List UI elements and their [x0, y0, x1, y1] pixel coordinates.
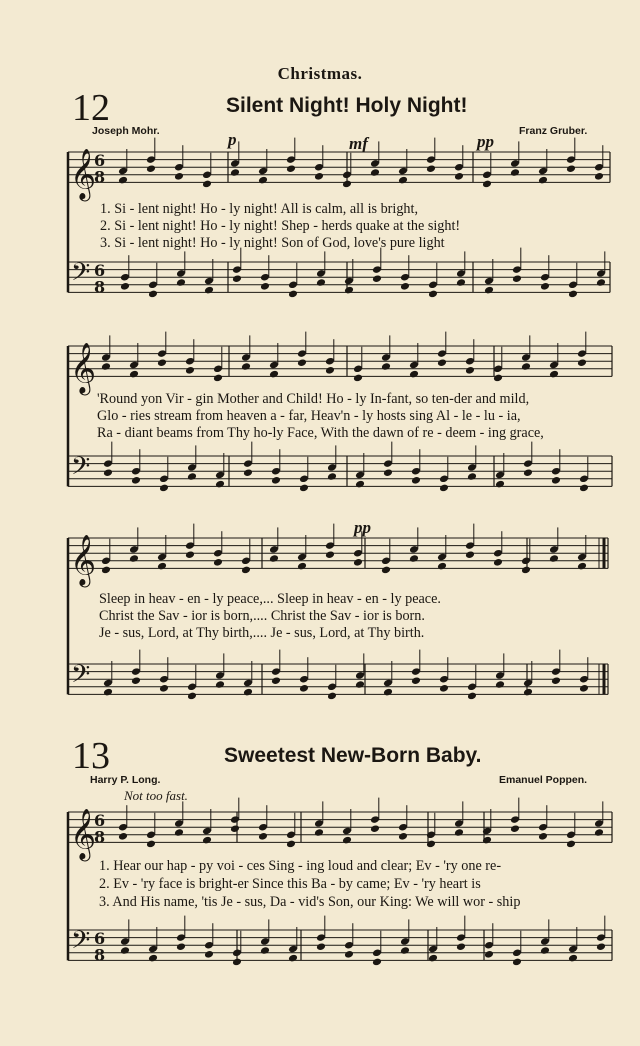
note-head	[299, 684, 309, 693]
note-head	[260, 946, 270, 955]
note-head	[213, 374, 223, 383]
note-head	[467, 472, 477, 481]
bass-clef: 𝄢	[71, 452, 91, 488]
note-head	[103, 468, 113, 477]
lyricist: Joseph Mohr.	[92, 125, 160, 137]
note-head	[327, 692, 337, 701]
note-head	[551, 476, 561, 485]
note-head	[383, 468, 393, 477]
note-head	[342, 180, 352, 189]
dynamic-marking: pp	[354, 518, 371, 537]
note-head	[493, 558, 503, 567]
note-head	[551, 676, 561, 685]
bass-clef: 𝄢	[71, 926, 91, 962]
note-head	[381, 362, 391, 371]
note-head	[568, 290, 578, 299]
note-head	[372, 274, 382, 283]
note-head	[495, 480, 505, 489]
note-head	[269, 370, 279, 379]
note-head	[439, 684, 449, 693]
note-head	[176, 278, 186, 287]
note-head	[577, 562, 587, 571]
note-head	[131, 676, 141, 685]
note-head	[271, 476, 281, 485]
note-head	[596, 942, 606, 951]
treble-clef: 𝄞	[70, 148, 97, 200]
note-head	[157, 562, 167, 571]
note-head	[521, 566, 531, 575]
time-signature: 6	[94, 929, 106, 949]
note-head	[243, 468, 253, 477]
note-head	[409, 370, 419, 379]
note-head	[202, 836, 212, 845]
note-head	[202, 180, 212, 189]
note-head	[327, 472, 337, 481]
note-head	[120, 282, 130, 291]
note-head	[120, 946, 130, 955]
note-head	[344, 950, 354, 959]
lyric-line: 'Round yon Vir - gin Mother and Child! Ho - ly In-fant, so ten-der and mild,	[97, 391, 530, 407]
note-head	[148, 290, 158, 299]
note-head	[325, 550, 335, 559]
note-head	[174, 828, 184, 837]
lyric-line: Sleep in heav - en - ly peace,... Sleep in heav - en - ly peace.	[99, 591, 441, 607]
note-head	[129, 370, 139, 379]
note-head	[484, 286, 494, 295]
time-signature: 6	[94, 261, 106, 281]
note-head	[271, 676, 281, 685]
note-head	[411, 676, 421, 685]
lyric-line: 3. Si - lent night! Ho - ly night! Son of God, love's pure light	[100, 235, 445, 251]
treble-clef: 𝄞	[70, 534, 97, 586]
note-head	[260, 282, 270, 291]
note-head	[512, 958, 522, 967]
note-head	[540, 282, 550, 291]
note-head	[372, 958, 382, 967]
bass-clef: 𝄢	[71, 660, 91, 696]
lyric-line: 2. Ev - 'ry face is bright-er Since this Ba - by came; Ev - 'ry heart is	[99, 876, 481, 892]
note-head	[342, 836, 352, 845]
note-head	[454, 828, 464, 837]
time-signature: 8	[94, 945, 106, 965]
note-head	[596, 278, 606, 287]
lyric-line: 1. Si - lent night! Ho - ly night! All is calm, all is bright,	[100, 201, 419, 217]
time-signature: 6	[94, 811, 106, 831]
lyric-line: Ra - diant beams from Thy ho-ly Face, With the dawn of re - deem - ing grace,	[97, 425, 544, 441]
note-head	[398, 832, 408, 841]
hymn-number: 12	[72, 87, 110, 129]
note-head	[101, 566, 111, 575]
note-head	[148, 954, 158, 963]
note-head	[243, 688, 253, 697]
note-head	[230, 824, 240, 833]
note-head	[428, 954, 438, 963]
note-head	[465, 550, 475, 559]
note-head	[594, 828, 604, 837]
running-head: Christmas.	[277, 64, 363, 83]
note-head	[241, 566, 251, 575]
note-head	[297, 358, 307, 367]
note-head	[549, 370, 559, 379]
note-head	[456, 278, 466, 287]
lyric-line: 1. Hear our hap - py voi - ces Sing - ing loud and clear; Ev - 'ry one re-	[99, 858, 502, 874]
note-head	[241, 362, 251, 371]
note-head	[185, 550, 195, 559]
note-head	[353, 374, 363, 383]
note-head	[344, 286, 354, 295]
note-head	[299, 484, 309, 493]
note-head	[411, 476, 421, 485]
lyric-line: Je - sus, Lord, at Thy birth,.... Je - sus, Lord, at Thy birth.	[99, 625, 425, 641]
note-head	[146, 840, 156, 849]
note-head	[258, 176, 268, 185]
note-head	[355, 680, 365, 689]
hymn-title: Silent Night! Holy Night!	[226, 94, 468, 117]
note-head	[523, 688, 533, 697]
note-head	[568, 954, 578, 963]
note-head	[232, 274, 242, 283]
note-head	[540, 946, 550, 955]
note-head	[118, 176, 128, 185]
note-head	[566, 840, 576, 849]
note-head	[439, 484, 449, 493]
note-head	[176, 942, 186, 951]
note-head	[482, 180, 492, 189]
note-head	[381, 566, 391, 575]
note-head	[213, 558, 223, 567]
time-signature: 8	[94, 277, 106, 297]
note-head	[454, 172, 464, 181]
note-head	[131, 476, 141, 485]
note-head	[159, 484, 169, 493]
note-head	[437, 562, 447, 571]
note-head	[579, 684, 589, 693]
note-head	[437, 358, 447, 367]
note-head	[187, 692, 197, 701]
note-head	[538, 176, 548, 185]
note-head	[566, 164, 576, 173]
note-head	[370, 824, 380, 833]
note-head	[129, 554, 139, 563]
note-head	[288, 954, 298, 963]
note-head	[370, 168, 380, 177]
note-head	[325, 366, 335, 375]
note-head	[286, 164, 296, 173]
hymn-number: 13	[72, 735, 110, 777]
note-head	[316, 942, 326, 951]
note-head	[316, 278, 326, 287]
note-head	[409, 554, 419, 563]
time-signature: 6	[94, 151, 106, 171]
dynamic-marking: p	[228, 130, 237, 149]
note-head	[187, 472, 197, 481]
treble-clef: 𝄞	[70, 808, 97, 860]
note-head	[510, 824, 520, 833]
note-head	[549, 554, 559, 563]
note-head	[215, 480, 225, 489]
note-head	[538, 832, 548, 841]
note-head	[159, 684, 169, 693]
note-head	[314, 828, 324, 837]
lyric-line: 3. And His name, 'tis Je - sus, Da - vid's Son, our King: We will wor - ship	[99, 894, 521, 910]
dynamic-marking: mf	[349, 134, 368, 153]
time-signature: 8	[94, 167, 106, 187]
note-head	[510, 168, 520, 177]
note-head	[215, 680, 225, 689]
note-head	[103, 688, 113, 697]
lyric-line: Christ the Sav - ior is born,.... Christ the Sav - ior is born.	[99, 608, 425, 624]
note-head	[400, 282, 410, 291]
note-head	[579, 484, 589, 493]
note-head	[353, 558, 363, 567]
note-head	[523, 468, 533, 477]
note-head	[314, 172, 324, 181]
note-head	[185, 366, 195, 375]
note-head	[157, 358, 167, 367]
note-head	[355, 480, 365, 489]
note-head	[484, 950, 494, 959]
bass-clef: 𝄢	[71, 258, 91, 294]
note-head	[521, 362, 531, 371]
note-head	[174, 172, 184, 181]
note-head	[288, 290, 298, 299]
note-head	[146, 164, 156, 173]
note-head	[495, 680, 505, 689]
note-head	[383, 688, 393, 697]
time-signature: 8	[94, 827, 106, 847]
composer: Emanuel Poppen.	[499, 774, 588, 786]
note-head	[204, 950, 214, 959]
note-head	[101, 362, 111, 371]
dynamic-marking: pp	[477, 132, 494, 151]
lyric-line: Glo - ries stream from heaven a - far, Heav'n - ly hosts sing Al - le - lu - ia,	[97, 408, 521, 424]
note-head	[204, 286, 214, 295]
note-head	[428, 290, 438, 299]
note-head	[426, 164, 436, 173]
note-head	[269, 554, 279, 563]
treble-clef: 𝄞	[70, 342, 97, 394]
lyric-line: 2. Si - lent night! Ho - ly night! Shep - herds quake at the sight!	[100, 218, 461, 234]
note-head	[232, 958, 242, 967]
hymn-title: Sweetest New-Born Baby.	[224, 744, 482, 767]
note-head	[465, 366, 475, 375]
note-head	[398, 176, 408, 185]
note-head	[230, 168, 240, 177]
note-head	[297, 562, 307, 571]
lyricist: Harry P. Long.	[90, 774, 161, 786]
note-head	[512, 274, 522, 283]
note-head	[400, 946, 410, 955]
note-head	[118, 832, 128, 841]
note-head	[258, 832, 268, 841]
note-head	[456, 942, 466, 951]
composer: Franz Gruber.	[519, 125, 588, 137]
tempo-marking: Not too fast.	[124, 788, 188, 803]
note-head	[286, 840, 296, 849]
note-head	[577, 358, 587, 367]
note-head	[467, 692, 477, 701]
note-head	[594, 172, 604, 181]
